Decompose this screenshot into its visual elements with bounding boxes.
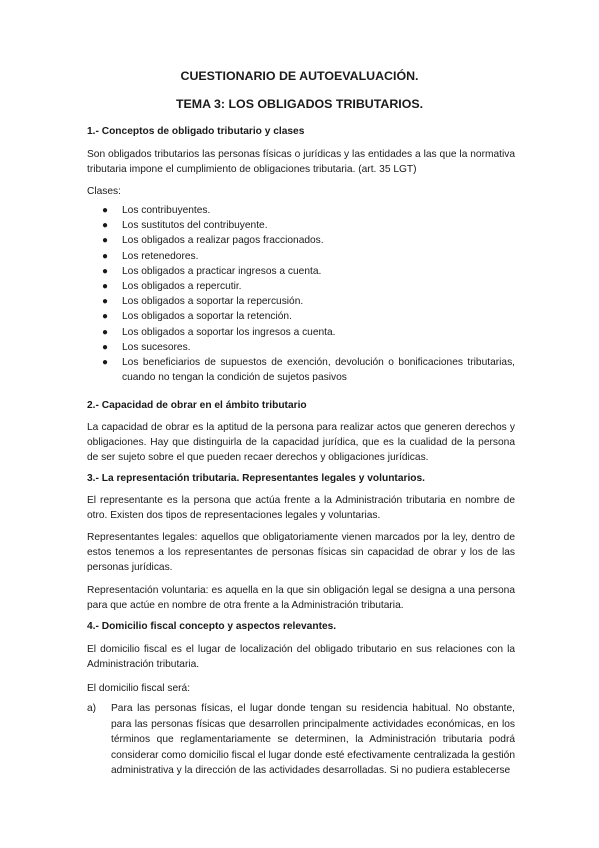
section-4-paragraph-1: El domicilio fiscal es el lugar de localización del obligado tributario en sus relaciones con la Administración tributaria.	[87, 644, 515, 670]
section-3-paragraph-1: El representante es la persona que actúa frente a la Administración tributaria en nombre de otro. Existen dos tipos de representaciones legales y voluntarias.	[87, 495, 515, 521]
list-item: ● Los sucesores.	[102, 341, 191, 353]
section-4-paragraph-2: El domicilio fiscal será:	[87, 683, 191, 694]
list-item: ● Los obligados a repercutir.	[102, 280, 242, 292]
bullet-icon: ●	[102, 296, 109, 308]
section-4-heading: 4.- Domicilio fiscal concepto y aspectos relevantes.	[87, 621, 337, 632]
section-2-heading: 2.- Capacidad de obrar en el ámbito tributario	[87, 400, 307, 411]
bullet-icon: ●	[102, 235, 109, 247]
section-2-paragraph: La capacidad de obrar es la aptitud de la persona para realizar actos que generen derechos y obligaciones. Hay que distinguirla de la capacidad jurídica, que es la cualidad de la persona de ser sujeto sobre el que pueden recaer derechos y obligaciones jurídicas.	[87, 422, 515, 463]
bullet-icon: ●	[102, 250, 109, 262]
bullet-icon: ●	[102, 220, 109, 232]
list-item: ● Los obligados a soportar la retención.	[102, 311, 292, 323]
clases-list	[87, 203, 515, 385]
list-item: ● Los beneficiarios de supuestos de exención, devolución o bonificaciones tributarias, cuando no tengan la condición de sujetos pasivos	[102, 356, 515, 383]
bullet-icon: ●	[102, 205, 109, 216]
list-item-a-text: Para las personas físicas, el lugar donde tengan su residencia habitual. No obstante, para las personas físicas que desarrollen principalmente actividades económicas, en los términos que reglamentariamente se determinen, la Administración tributaria podrá considerar como domicilio fiscal el lugar donde esté efectivamente centralizada la gestión administrativa y la dirección de las actividades desarrolladas. Si no pudiera establecerse	[111, 703, 515, 776]
bullet-icon: ●	[102, 356, 109, 368]
clases-label: Clases:	[87, 186, 121, 197]
section-3-heading: 3.- La representación tributaria. Representantes legales y voluntarios.	[87, 473, 425, 484]
list-item: ● Los retenedores.	[102, 250, 199, 262]
bullet-icon: ●	[102, 326, 109, 338]
list-item: ● Los obligados a soportar la repercusión.	[102, 296, 304, 308]
bullet-icon: ●	[102, 265, 109, 277]
list-marker-a: a)	[87, 703, 97, 714]
list-item: ● Los obligados a realizar pagos fraccionados.	[102, 235, 324, 247]
bullet-icon: ●	[102, 311, 109, 323]
bullet-icon: ●	[102, 280, 109, 292]
list-item: ● Los contribuyentes.	[102, 205, 211, 216]
bullet-icon: ●	[102, 341, 109, 353]
document-subtitle: TEMA 3: LOS OBLIGADOS TRIBUTARIOS.	[175, 97, 424, 111]
document-title: CUESTIONARIO DE AUTOEVALUACIÓN.	[180, 69, 419, 83]
list-item: ● Los obligados a practicar ingresos a cuenta.	[102, 265, 322, 277]
section-3-paragraph-2: Representantes legales: aquellos que obligatoriamente vienen marcados por la ley, dentro de estos tenemos a los representantes de personas físicas sin capacidad de obrar y los de las personas jurídicas.	[87, 532, 515, 573]
section-3-paragraph-3: Representación voluntaria: es aquella en la que sin obligación legal se designa a una persona para que actúe en nombre de otra frente a la Administración tributaria.	[87, 585, 515, 611]
section-1-paragraph: Son obligados tributarios las personas físicas o jurídicas y las entidades a las que la normativa tributaria impone el cumplimiento de obligaciones tributaria. (art. 35 LGT)	[87, 149, 515, 175]
section-1-heading: 1.- Conceptos de obligado tributario y clases	[87, 126, 305, 137]
list-item: ● Los obligados a soportar los ingresos a cuenta.	[102, 326, 336, 338]
list-item: ● Los sustitutos del contribuyente.	[102, 220, 268, 232]
